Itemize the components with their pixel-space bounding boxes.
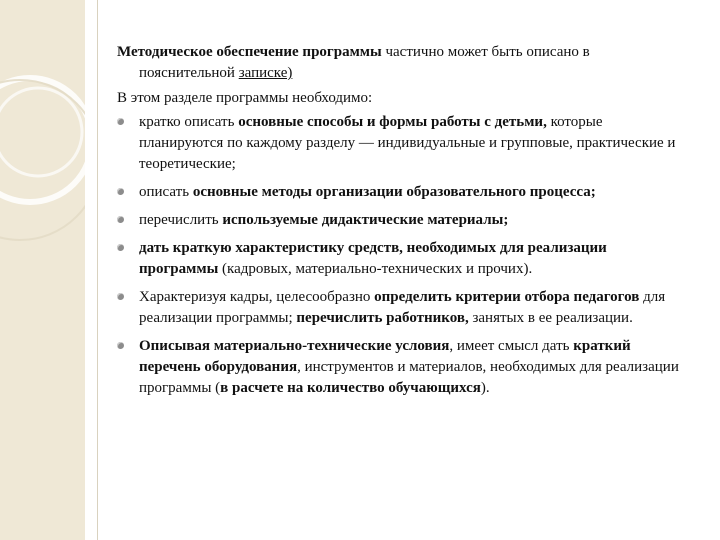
bullet-icon bbox=[117, 118, 124, 125]
item-bold: основные методы организации образовательного процесса; bbox=[192, 184, 596, 200]
heading-paragraph bbox=[117, 42, 687, 84]
item-text: Характеризуя кадры, целесообразно bbox=[139, 289, 375, 305]
item-text: (кадровых, материально-технических и прочих). bbox=[218, 261, 533, 277]
item-text: кратко описать bbox=[139, 114, 239, 130]
item-bold: дать краткую характеристику средств, необходимых для реализации программы bbox=[139, 240, 607, 277]
item-text: ). bbox=[480, 380, 490, 396]
item-bold: определить критерии отбора педагогов bbox=[374, 289, 640, 305]
item-bold: краткий перечень оборудования bbox=[139, 338, 631, 375]
bullet-icon bbox=[117, 342, 124, 349]
item-text: перечислить bbox=[139, 212, 223, 228]
bullet-icon bbox=[117, 244, 124, 251]
item-text: описать bbox=[139, 184, 193, 200]
list-item bbox=[117, 112, 687, 175]
bullet-icon bbox=[117, 216, 124, 223]
list-item bbox=[117, 287, 687, 329]
item-bold: используемые дидактические материалы; bbox=[222, 212, 509, 228]
list-item bbox=[117, 210, 687, 231]
intro-text: В этом разделе программы необходимо: bbox=[117, 90, 373, 106]
vertical-divider bbox=[97, 0, 98, 540]
heading-underlined: записке) bbox=[238, 65, 293, 81]
item-text: занятых в ее реализации. bbox=[468, 310, 633, 326]
bullet-icon bbox=[117, 293, 124, 300]
list-item bbox=[117, 182, 687, 203]
list-item bbox=[117, 336, 687, 399]
item-text: которые планируются по каждому разделу — индивидуальные и групповые, практические и теоретические; bbox=[139, 114, 676, 172]
decorative-circles bbox=[0, 0, 85, 540]
bullet-icon bbox=[117, 188, 124, 195]
list-item bbox=[117, 238, 687, 280]
item-bold: основные способы и формы работы с детьми, bbox=[238, 114, 547, 130]
decorative-side-band bbox=[0, 0, 85, 540]
item-bold: Описывая материально-технические условия bbox=[139, 338, 450, 354]
item-text: для реализации программы; bbox=[139, 289, 666, 326]
slide-content bbox=[117, 42, 687, 406]
requirements-list bbox=[117, 112, 687, 399]
heading-rest: частично может быть описано в bbox=[381, 44, 590, 60]
heading-bold: Методическое обеспечение программы bbox=[117, 44, 382, 60]
item-text: , имеет смысл дать bbox=[449, 338, 574, 354]
item-text: , инструментов и материалов, необходимых для реализации программы ( bbox=[139, 359, 679, 396]
item-bold: перечислить работников, bbox=[296, 310, 469, 326]
heading-line2: пояснительной bbox=[139, 65, 239, 81]
item-bold: в расчете на количество обучающихся bbox=[220, 380, 481, 396]
